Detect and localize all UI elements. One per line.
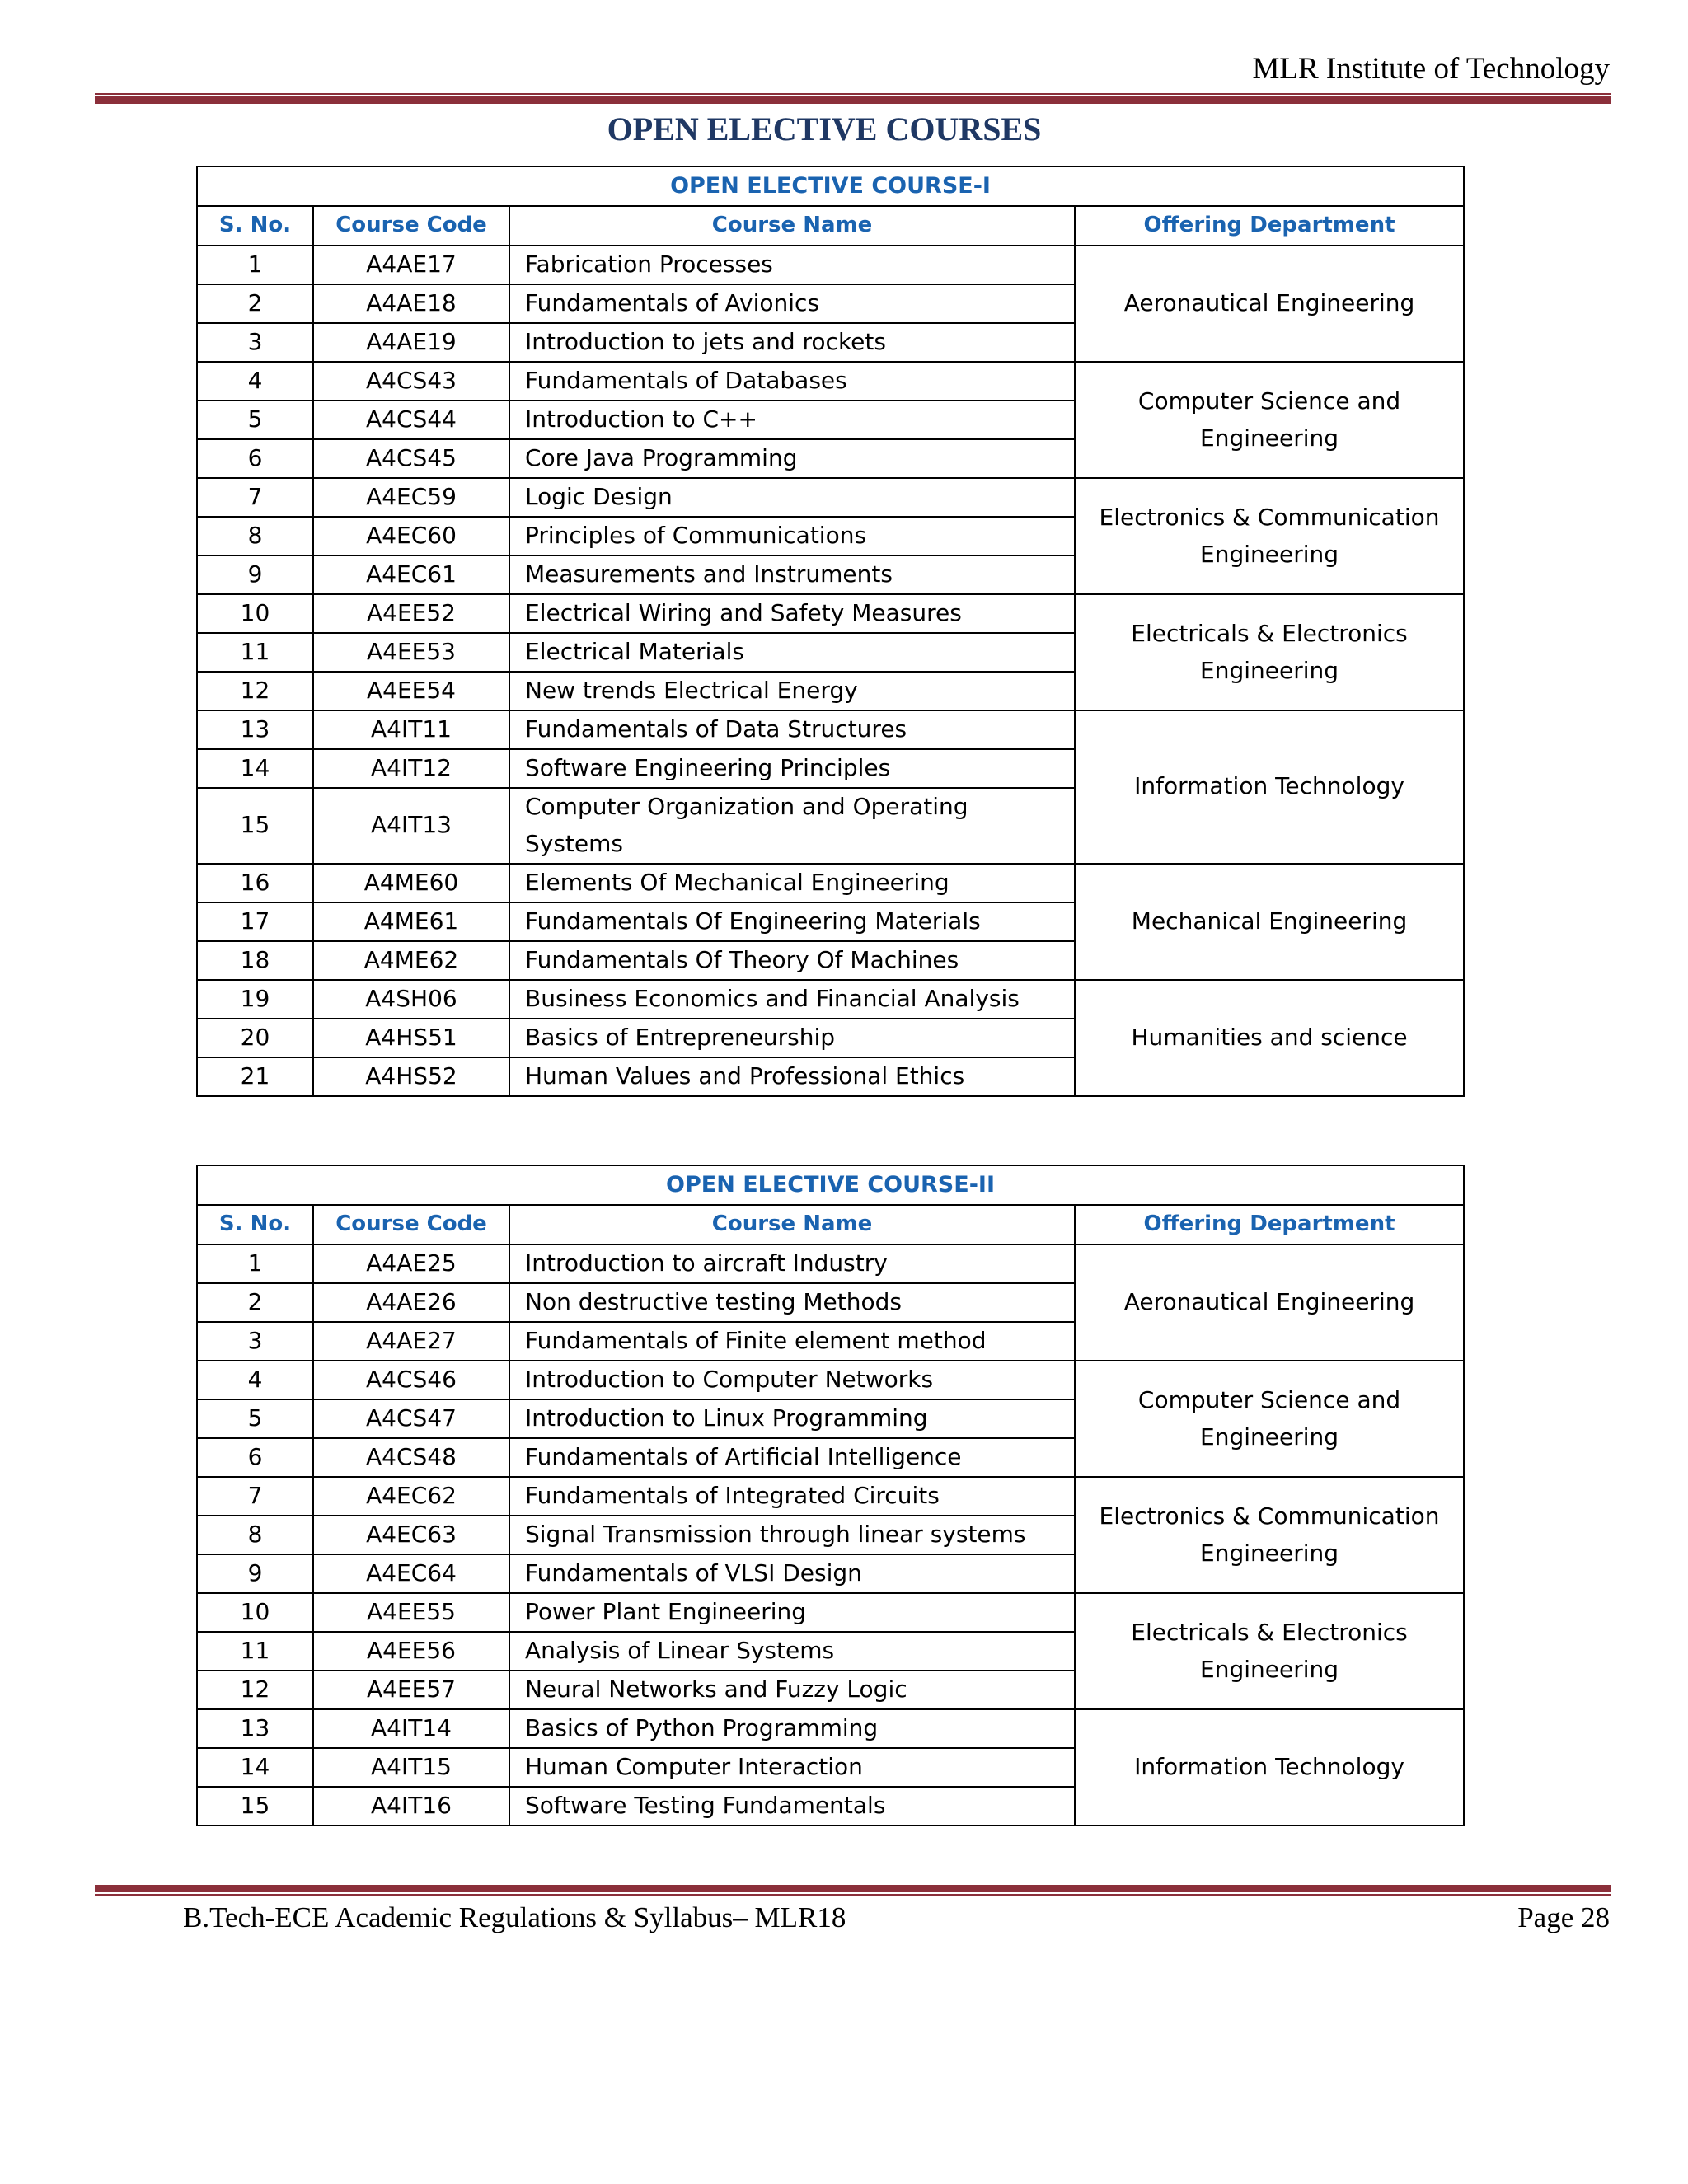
sno-cell: 7 (197, 478, 313, 517)
header-rule (95, 96, 1611, 104)
name-cell: Neural Networks and Fuzzy Logic (509, 1671, 1075, 1709)
sno-cell: 21 (197, 1057, 313, 1096)
name-cell: Fundamentals of Integrated Circuits (509, 1477, 1075, 1516)
sno-cell: 5 (197, 1399, 313, 1438)
department-cell: Aeronautical Engineering (1075, 246, 1464, 362)
name-cell: Introduction to Computer Networks (509, 1361, 1075, 1399)
code-cell: A4AE18 (313, 284, 509, 323)
sno-cell: 17 (197, 902, 313, 941)
code-cell: A4EE57 (313, 1671, 509, 1709)
code-cell: A4IT11 (313, 710, 509, 749)
table-row (197, 478, 1464, 517)
sno-cell: 3 (197, 1322, 313, 1361)
code-cell: A4CS44 (313, 401, 509, 439)
name-cell: Elements Of Mechanical Engineering (509, 864, 1075, 902)
code-cell: A4AE19 (313, 323, 509, 362)
name-cell: Fundamentals of Data Structures (509, 710, 1075, 749)
name-cell: Core Java Programming (509, 439, 1075, 478)
sno-cell: 13 (197, 1709, 313, 1748)
name-cell: Introduction to aircraft Industry (509, 1244, 1075, 1283)
column-header-dept: Offering Department (1075, 206, 1464, 246)
name-cell: Electrical Materials (509, 633, 1075, 672)
table-row (197, 1477, 1464, 1516)
name-cell: Basics of Python Programming (509, 1709, 1075, 1748)
header-institution: MLR Institute of Technology (1252, 52, 1610, 86)
sno-cell: 10 (197, 594, 313, 633)
code-cell: A4HS51 (313, 1019, 509, 1057)
table-row (197, 710, 1464, 749)
code-cell: A4EE53 (313, 633, 509, 672)
code-cell: A4EE55 (313, 1593, 509, 1632)
table-row (197, 1244, 1464, 1283)
name-cell: Signal Transmission through linear systems (509, 1516, 1075, 1554)
table-row (197, 246, 1464, 284)
code-cell: A4EC60 (313, 517, 509, 555)
sno-cell: 20 (197, 1019, 313, 1057)
code-cell: A4SH06 (313, 980, 509, 1019)
name-cell: Human Values and Professional Ethics (509, 1057, 1075, 1096)
sno-cell: 1 (197, 1244, 313, 1283)
code-cell: A4EC63 (313, 1516, 509, 1554)
table-row (197, 980, 1464, 1019)
sno-cell: 19 (197, 980, 313, 1019)
table-row (197, 1709, 1464, 1748)
column-header-sno: S. No. (197, 1205, 313, 1244)
code-cell: A4EE54 (313, 672, 509, 710)
sno-cell: 5 (197, 401, 313, 439)
name-cell: Computer Organization and Operating Systems (509, 788, 1075, 864)
name-cell: Introduction to Linux Programming (509, 1399, 1075, 1438)
name-cell: Fabrication Processes (509, 246, 1075, 284)
code-cell: A4AE25 (313, 1244, 509, 1283)
code-cell: A4EE52 (313, 594, 509, 633)
header-rule-thin (95, 93, 1611, 95)
sno-cell: 8 (197, 1516, 313, 1554)
name-cell: Principles of Communications (509, 517, 1075, 555)
sno-cell: 2 (197, 284, 313, 323)
code-cell: A4CS43 (313, 362, 509, 401)
code-cell: A4ME62 (313, 941, 509, 980)
column-header-code: Course Code (313, 1205, 509, 1244)
code-cell: A4AE17 (313, 246, 509, 284)
code-cell: A4EC61 (313, 555, 509, 594)
sno-cell: 7 (197, 1477, 313, 1516)
department-cell: Electronics & Communication Engineering (1075, 1477, 1464, 1593)
sno-cell: 6 (197, 1438, 313, 1477)
table-row (197, 594, 1464, 633)
name-cell: Software Testing Fundamentals (509, 1787, 1075, 1825)
page-number: Page 28 (1517, 1901, 1610, 1933)
name-cell: Electrical Wiring and Safety Measures (509, 594, 1075, 633)
name-cell: Fundamentals Of Engineering Materials (509, 902, 1075, 941)
table-row (197, 362, 1464, 401)
name-cell: Measurements and Instruments (509, 555, 1075, 594)
code-cell: A4IT15 (313, 1748, 509, 1787)
table-row (197, 1361, 1464, 1399)
sno-cell: 10 (197, 1593, 313, 1632)
code-cell: A4CS45 (313, 439, 509, 478)
department-cell: Aeronautical Engineering (1075, 1244, 1464, 1361)
sno-cell: 15 (197, 1787, 313, 1825)
column-header-name: Course Name (509, 206, 1075, 246)
sno-cell: 8 (197, 517, 313, 555)
table-caption: OPEN ELECTIVE COURSE-II (197, 1165, 1464, 1205)
footer-rule-thin (95, 1894, 1611, 1896)
name-cell: Fundamentals of Avionics (509, 284, 1075, 323)
code-cell: A4IT16 (313, 1787, 509, 1825)
code-cell: A4EC62 (313, 1477, 509, 1516)
code-cell: A4EC59 (313, 478, 509, 517)
sno-cell: 13 (197, 710, 313, 749)
department-cell: Electricals & Electronics Engineering (1075, 1593, 1464, 1709)
column-header-code: Course Code (313, 206, 509, 246)
name-cell: New trends Electrical Energy (509, 672, 1075, 710)
name-cell: Basics of Entrepreneurship (509, 1019, 1075, 1057)
sno-cell: 4 (197, 362, 313, 401)
name-cell: Fundamentals Of Theory Of Machines (509, 941, 1075, 980)
name-cell: Logic Design (509, 478, 1075, 517)
name-cell: Analysis of Linear Systems (509, 1632, 1075, 1671)
name-cell: Fundamentals of Databases (509, 362, 1075, 401)
code-cell: A4AE26 (313, 1283, 509, 1322)
sno-cell: 1 (197, 246, 313, 284)
department-cell: Computer Science and Engineering (1075, 362, 1464, 478)
table-row (197, 1593, 1464, 1632)
footer-rule (95, 1885, 1611, 1892)
sno-cell: 11 (197, 1632, 313, 1671)
code-cell: A4IT14 (313, 1709, 509, 1748)
sno-cell: 18 (197, 941, 313, 980)
name-cell: Introduction to C++ (509, 401, 1075, 439)
code-cell: A4HS52 (313, 1057, 509, 1096)
department-cell: Humanities and science (1075, 980, 1464, 1096)
department-cell: Information Technology (1075, 1709, 1464, 1825)
footer-title: B.Tech-ECE Academic Regulations & Syllabus– MLR18 (183, 1901, 846, 1933)
table-caption: OPEN ELECTIVE COURSE-I (197, 166, 1464, 206)
code-cell: A4CS48 (313, 1438, 509, 1477)
sno-cell: 15 (197, 788, 313, 864)
column-header-dept: Offering Department (1075, 1205, 1464, 1244)
name-cell: Power Plant Engineering (509, 1593, 1075, 1632)
open-elective-table-1 (196, 166, 1465, 1097)
column-header-sno: S. No. (197, 206, 313, 246)
department-cell: Information Technology (1075, 710, 1464, 864)
sno-cell: 2 (197, 1283, 313, 1322)
name-cell: Non destructive testing Methods (509, 1283, 1075, 1322)
name-cell: Business Economics and Financial Analysis (509, 980, 1075, 1019)
column-header-name: Course Name (509, 1205, 1075, 1244)
sno-cell: 9 (197, 1554, 313, 1593)
sno-cell: 4 (197, 1361, 313, 1399)
department-cell: Electronics & Communication Engineering (1075, 478, 1464, 594)
name-cell: Human Computer Interaction (509, 1748, 1075, 1787)
name-cell: Fundamentals of Artificial Intelligence (509, 1438, 1075, 1477)
department-cell: Electricals & Electronics Engineering (1075, 594, 1464, 710)
code-cell: A4CS46 (313, 1361, 509, 1399)
sno-cell: 12 (197, 1671, 313, 1709)
department-cell: Mechanical Engineering (1075, 864, 1464, 980)
sno-cell: 14 (197, 1748, 313, 1787)
table-row (197, 864, 1464, 902)
sno-cell: 11 (197, 633, 313, 672)
code-cell: A4IT13 (313, 788, 509, 864)
sno-cell: 6 (197, 439, 313, 478)
department-cell: Computer Science and Engineering (1075, 1361, 1464, 1477)
sno-cell: 14 (197, 749, 313, 788)
sno-cell: 3 (197, 323, 313, 362)
code-cell: A4IT12 (313, 749, 509, 788)
name-cell: Introduction to jets and rockets (509, 323, 1075, 362)
open-elective-table-2 (196, 1165, 1465, 1826)
name-cell: Software Engineering Principles (509, 749, 1075, 788)
name-cell: Fundamentals of VLSI Design (509, 1554, 1075, 1593)
name-cell: Fundamentals of Finite element method (509, 1322, 1075, 1361)
sno-cell: 12 (197, 672, 313, 710)
code-cell: A4EE56 (313, 1632, 509, 1671)
page-title: OPEN ELECTIVE COURSES (607, 110, 1042, 148)
code-cell: A4EC64 (313, 1554, 509, 1593)
code-cell: A4CS47 (313, 1399, 509, 1438)
code-cell: A4AE27 (313, 1322, 509, 1361)
code-cell: A4ME60 (313, 864, 509, 902)
code-cell: A4ME61 (313, 902, 509, 941)
sno-cell: 16 (197, 864, 313, 902)
sno-cell: 9 (197, 555, 313, 594)
